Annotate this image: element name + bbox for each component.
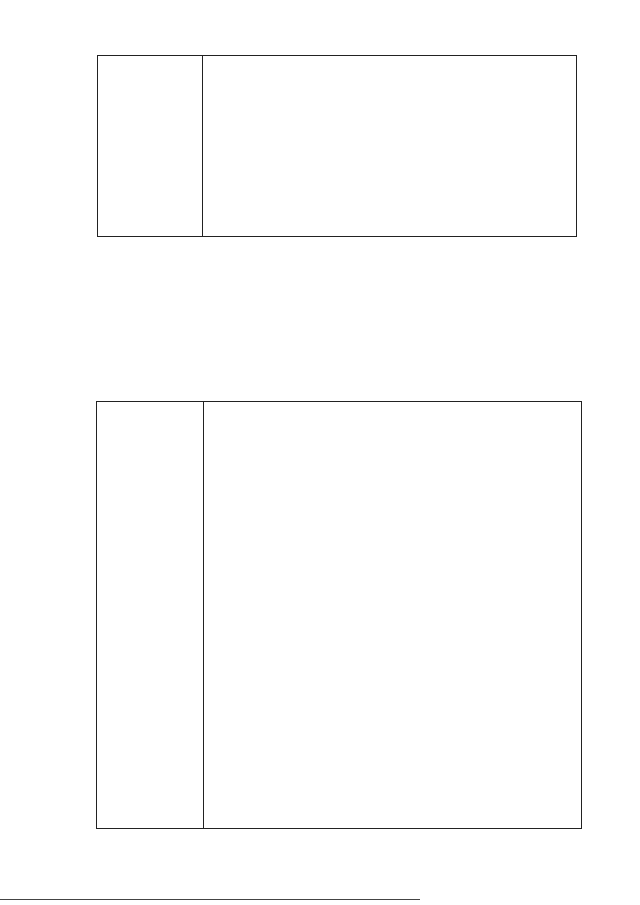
resource-table-label-cell: [97, 402, 204, 828]
resource-table: [96, 401, 582, 829]
indicators-table: [97, 55, 577, 237]
indicators-table-label-cell: [98, 56, 203, 236]
footer-rule: [0, 899, 420, 900]
